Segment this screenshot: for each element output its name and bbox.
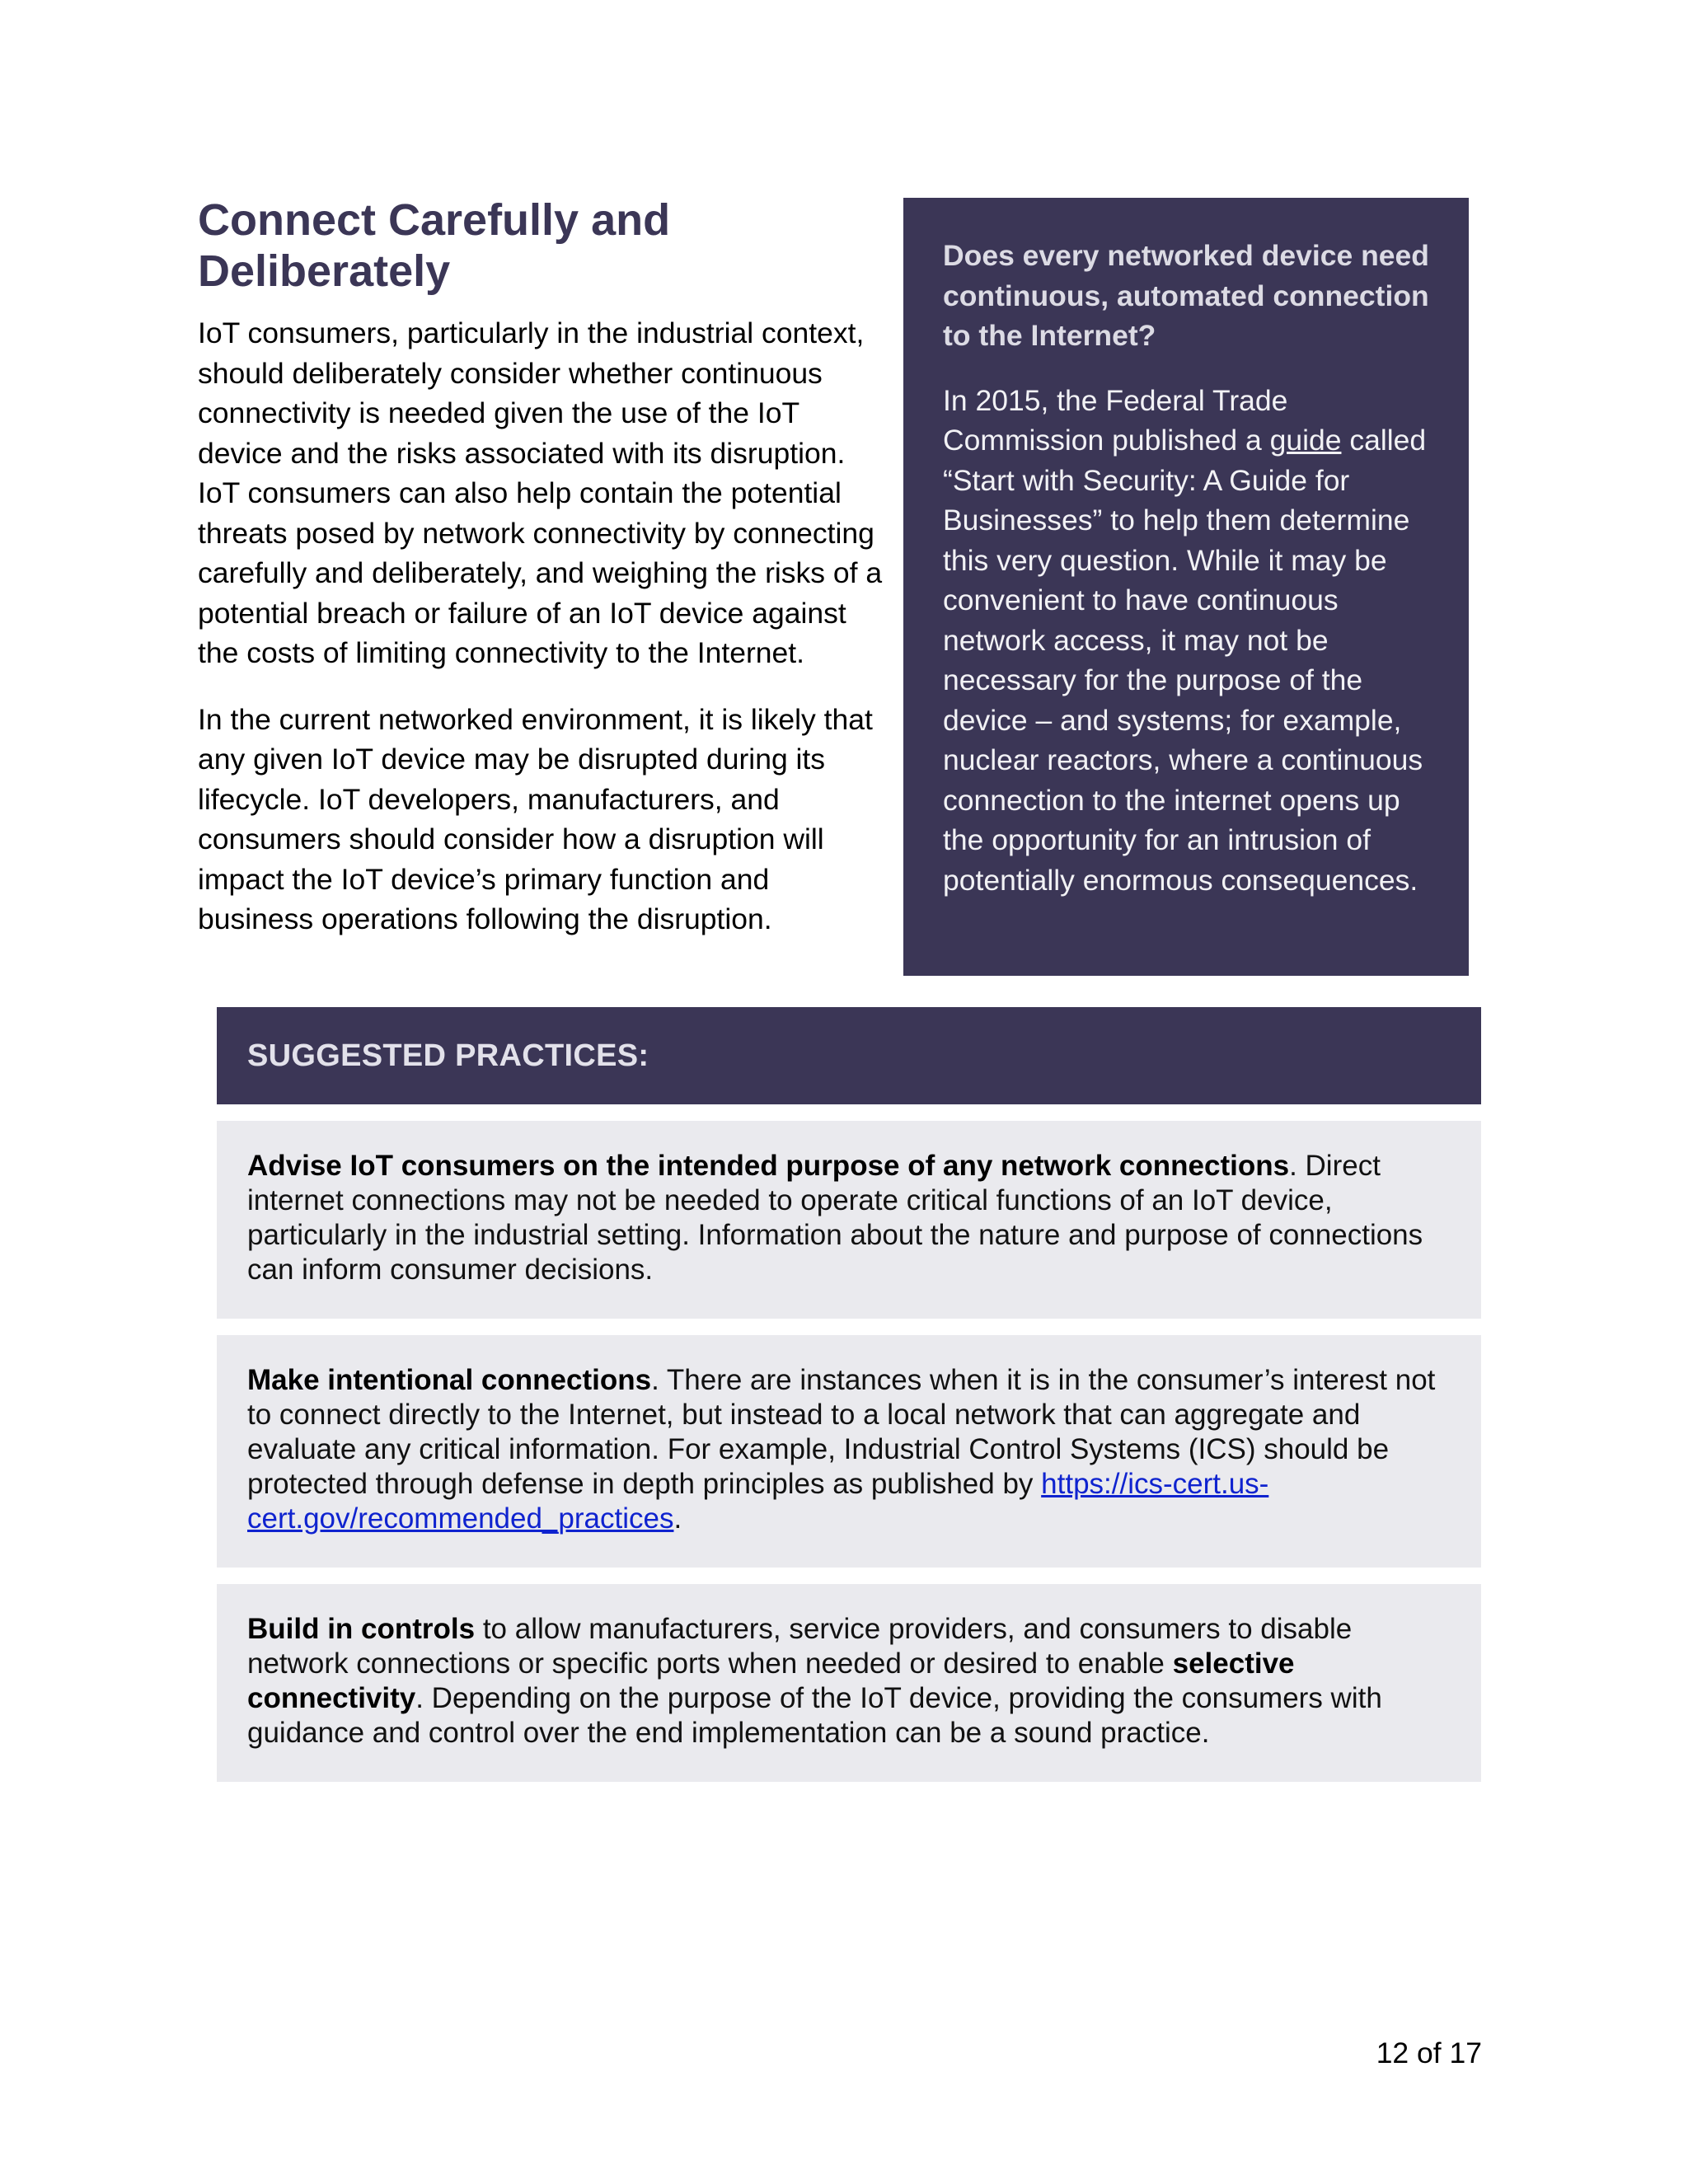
practice-bold: Make intentional connections	[247, 1364, 652, 1396]
practice-body-2: . Depending on the purpose of the IoT device, providing the consumers with guidance and control over the end implementation can be a sound practice.	[247, 1682, 1382, 1749]
practice-text	[247, 1363, 1448, 1536]
suggested-practices-title: SUGGESTED PRACTICES:	[247, 1038, 649, 1073]
sidebar-question: Does every networked device need continuous, automated connection to the Internet?	[943, 239, 1429, 352]
page-title: Connect Carefully and Deliberately	[198, 195, 671, 296]
practice-bold: Advise IoT consumers on the intended purpose of any network connections	[247, 1150, 1290, 1182]
practice-body: to allow manufacturers, service providers, and consumers to disable network connections or specific ports when needed or desired to enable	[247, 1613, 1353, 1680]
practice-body-end: .	[673, 1502, 682, 1535]
practice-body: . There are instances when it is in the consumer’s interest not to connect directly to the Internet, but instead to a local network that can aggregate and evaluate any critical information. For example, Industrial Control Systems (ICS) should be protected through defense in depth principles as published by	[247, 1364, 1436, 1500]
ics-cert-link[interactable]: https://ics-cert.us-cert.gov/recommended_practices	[247, 1468, 1269, 1535]
body-paragraph-2: In the current networked environment, it is likely that any given IoT device may be disrupted during its lifecycle. IoT developers, manufacturers, and consumers should consider how a disruption will impact the IoT device’s primary function and business operations following the disruption.	[198, 702, 873, 935]
sidebar-body	[943, 381, 1444, 901]
page-number: 12 of 17	[1376, 2036, 1482, 2069]
practice-text	[247, 1612, 1448, 1750]
sidebar-callout	[903, 198, 1469, 976]
practice-bold: Build in controls	[247, 1613, 476, 1645]
practice-item-build-in-controls	[217, 1584, 1481, 1782]
ftc-guide-link[interactable]: guide	[1269, 424, 1342, 457]
practice-item-advise	[217, 1121, 1481, 1319]
suggested-practices-header	[217, 1007, 1481, 1104]
left-column	[198, 313, 890, 966]
body-paragraph-1: IoT consumers, particularly in the industrial context, should deliberately consider whether continuous connectivity is needed given the use of the IoT device and the risks associated with its disruption. IoT consumers can also help contain the potential threats posed by network connectivity by connecting carefully and deliberately, and weighing the risks of a potential breach or failure of an IoT device against the costs of limiting connectivity to the Internet.	[198, 316, 883, 669]
sidebar-text-start: In 2015, the Federal Trade Commission published a	[943, 383, 1288, 457]
practice-text	[247, 1149, 1448, 1287]
practice-bold-2: selective connectivity	[247, 1647, 1295, 1714]
practice-body: . Direct internet connections may not be needed to operate critical functions of an IoT device, particularly in the industrial setting. Information about the nature and purpose of connections can inform consumer decisions.	[247, 1150, 1423, 1286]
sidebar-text-end: called “Start with Security: A Guide for Businesses” to help them determine this very question. While it may be convenient to have continuous network access, it may not be necessary for the purpose of the device – and systems; for example, nuclear reactors, where a continuous connection to the internet opens up the opportunity for an intrusion of potentially enormous consequences.	[943, 424, 1427, 897]
practice-item-intentional-connections	[217, 1335, 1481, 1568]
